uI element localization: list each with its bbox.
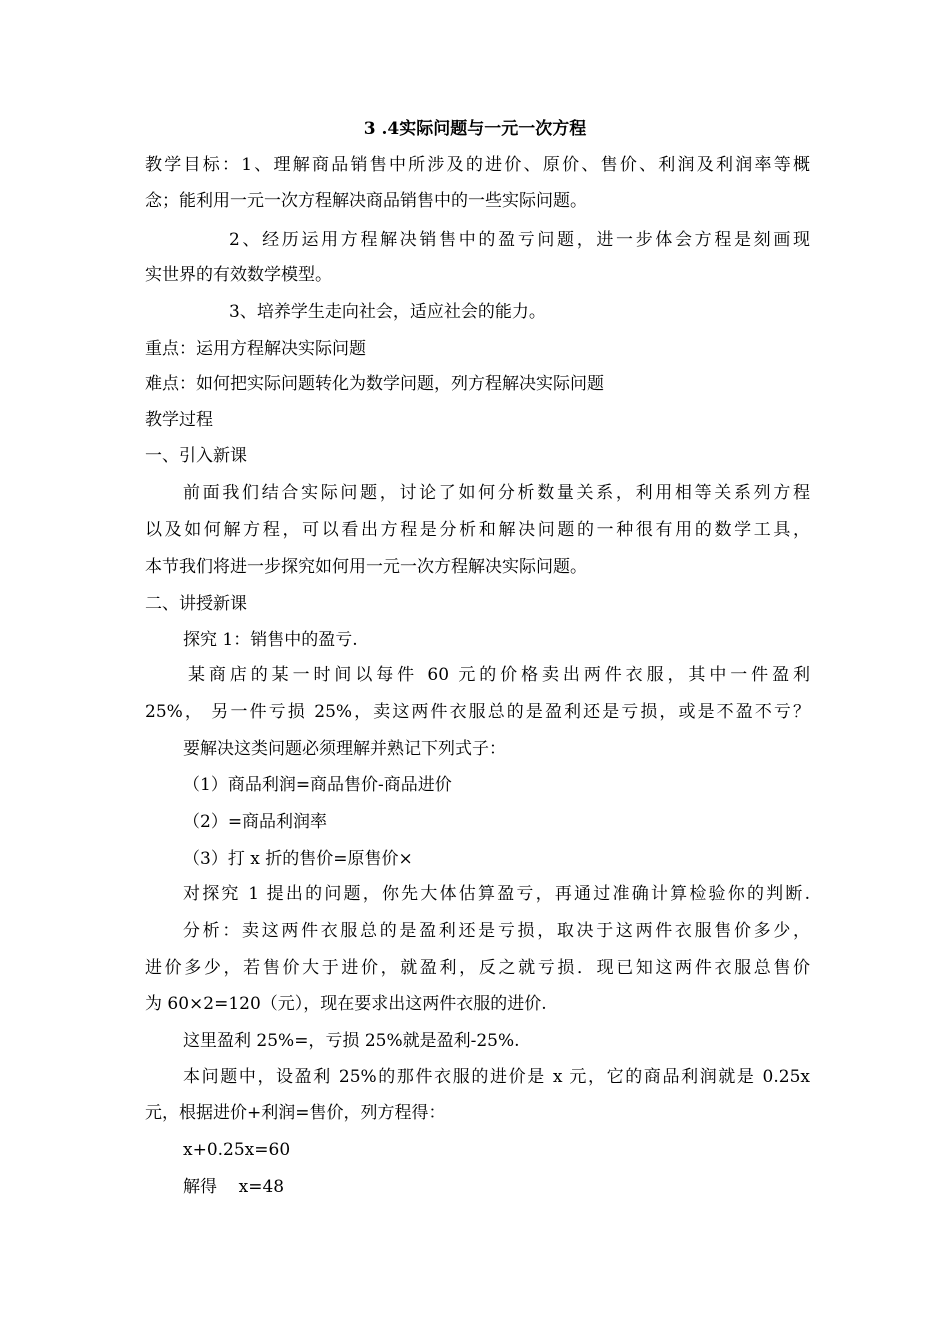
section-heading-new-lesson: 二、讲授新课	[145, 594, 247, 614]
text-line-equation: x+0.25x=60	[183, 1140, 291, 1160]
text-line-key-point: 重点：运用方程解决实际问题	[145, 339, 366, 359]
text-line-setup-1: 本问题中，设盈利 25%的那件衣服的进价是 x 元，它的商品利润就是 0.25x	[183, 1067, 810, 1087]
text-line-teaching-process: 教学过程	[145, 410, 213, 430]
text-line-analysis-1: 分析：卖这两件衣服总的是盈利还是亏损，取决于这两件衣服售价多少，	[183, 921, 810, 941]
text-line-formula-3: （3）打 x 折的售价=原售价×	[183, 849, 413, 869]
document-title: 3 .4实际问题与一元一次方程	[363, 119, 587, 139]
section-heading-intro: 一、引入新课	[145, 446, 247, 466]
text-line-objective-1: 教学目标：1、理解商品销售中所涉及的进价、原价、售价、利润及利润率等概	[145, 155, 810, 175]
text-line-formulas-intro: 要解决这类问题必须理解并熟记下列式子：	[183, 739, 506, 759]
text-line-problem-1: 某商店的某一时间以每件 60 元的价格卖出两件衣服，其中一件盈利	[188, 665, 810, 685]
text-line-setup-2: 元，根据进价+利润=售价，列方程得：	[145, 1103, 446, 1123]
text-line-intro-2: 以及如何解方程，可以看出方程是分析和解决问题的一种很有用的数学工具，	[145, 520, 810, 540]
text-line-solution: 解得 x=48	[183, 1177, 285, 1197]
text-line-analysis-2: 进价多少，若售价大于进价，就盈利，反之就亏损．现已知这两件衣服总售价	[145, 958, 810, 978]
text-line-difficulty: 难点：如何把实际问题转化为数学问题，列方程解决实际问题	[145, 374, 604, 394]
text-line-formula-1: （1）商品利润=商品售价-商品进价	[183, 775, 452, 795]
text-line-objective-2-cont: 实世界的有效数学模型。	[145, 265, 332, 285]
text-line-analysis-3: 为 60×2=120（元），现在要求出这两件衣服的进价.	[145, 994, 547, 1014]
text-line-problem-2: 25%， 另一件亏损 25%，卖这两件衣服总的是盈利还是亏损，或是不盈不亏？	[145, 702, 810, 722]
text-line-objective-1-cont: 念；能利用一元一次方程解决商品销售中的一些实际问题。	[145, 191, 587, 211]
text-line-explore-1: 探究 1：销售中的盈亏.	[183, 630, 358, 650]
text-line-estimate: 对探究 1 提出的问题，你先大体估算盈亏，再通过准确计算检验你的判断.	[183, 884, 810, 904]
text-line-formula-2: （2）=商品利润率	[183, 812, 328, 832]
text-line-intro-1: 前面我们结合实际问题，讨论了如何分析数量关系，利用相等关系列方程	[183, 483, 810, 503]
text-line-objective-2: 2、经历运用方程解决销售中的盈亏问题，进一步体会方程是刻画现	[229, 230, 810, 250]
text-line-objective-3: 3、培养学生走向社会，适应社会的能力。	[229, 302, 546, 322]
text-line-profit-note: 这里盈利 25%=，亏损 25%就是盈利-25%.	[183, 1031, 520, 1051]
text-line-intro-3: 本节我们将进一步探究如何用一元一次方程解决实际问题。	[145, 557, 587, 577]
